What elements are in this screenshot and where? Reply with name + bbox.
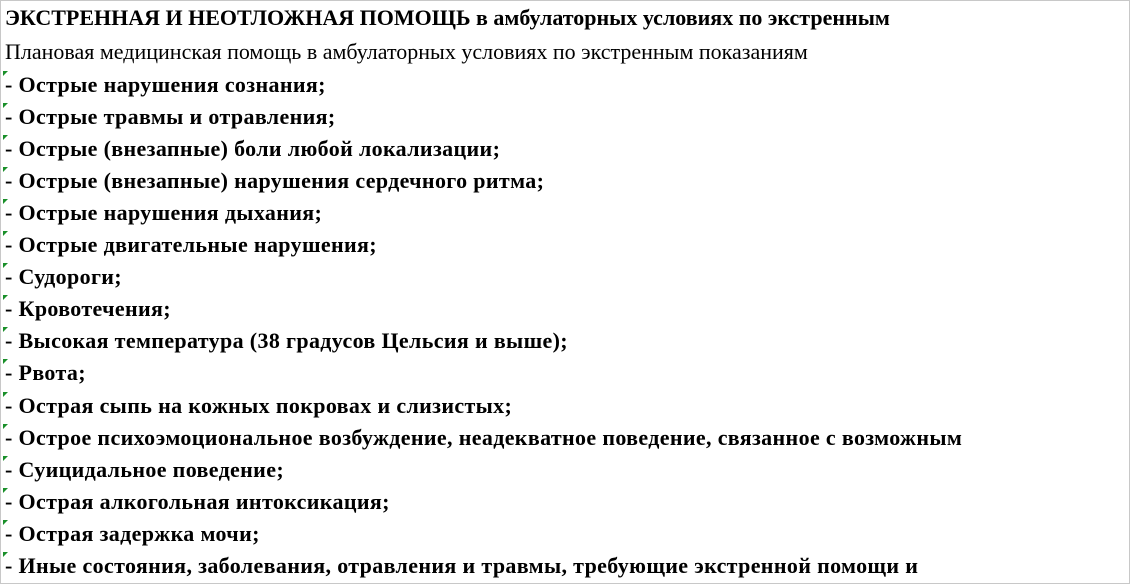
cell-comment-marker-icon bbox=[3, 295, 8, 300]
cell-comment-marker-icon bbox=[3, 263, 8, 268]
list-item[interactable]: - Острые нарушения дыхания; bbox=[5, 200, 323, 225]
list-item[interactable]: - Острая алкогольная интоксикация; bbox=[5, 489, 390, 514]
list-item[interactable]: - Острые нарушения сознания; bbox=[5, 72, 326, 97]
cell-comment-marker-icon bbox=[3, 327, 8, 332]
list-item[interactable]: - Судороги; bbox=[5, 264, 122, 289]
list-item[interactable]: - Острые травмы и отравления; bbox=[5, 104, 336, 129]
document-subtitle[interactable]: Плановая медицинская помощь в амбулаторных условиях по экстренным показаниям bbox=[5, 39, 808, 64]
document-title[interactable]: ЭКСТРЕННАЯ И НЕОТЛОЖНАЯ ПОМОЩЬ в амбулаторных условиях по экстренным bbox=[5, 5, 890, 30]
list-item[interactable]: - Суицидальное поведение; bbox=[5, 457, 285, 482]
cell-comment-marker-icon bbox=[3, 359, 8, 364]
cell-comment-marker-icon bbox=[3, 167, 8, 172]
cell-comment-marker-icon bbox=[3, 71, 8, 76]
cell-comment-marker-icon bbox=[3, 552, 8, 557]
cell-comment-marker-icon bbox=[3, 488, 8, 493]
list-item[interactable]: - Острая сыпь на кожных покровах и слизистых; bbox=[5, 393, 513, 418]
list-item[interactable]: - Острое психоэмоциональное возбуждение, неадекватное поведение, связанное с возможным bbox=[5, 425, 963, 450]
cell-comment-marker-icon bbox=[3, 456, 8, 461]
list-item[interactable]: - Острые (внезапные) боли любой локализации; bbox=[5, 136, 501, 161]
list-item[interactable]: - Высокая температура (38 градусов Цельсия и выше); bbox=[5, 328, 568, 353]
cell-comment-marker-icon bbox=[3, 231, 8, 236]
list-item[interactable]: - Рвота; bbox=[5, 360, 86, 385]
list-item[interactable]: - Острая задержка мочи; bbox=[5, 521, 260, 546]
cell-comment-marker-icon bbox=[3, 392, 8, 397]
list-item[interactable]: - Острые двигательные нарушения; bbox=[5, 232, 377, 257]
cell-comment-marker-icon bbox=[3, 103, 8, 108]
cell-comment-marker-icon bbox=[3, 135, 8, 140]
cell-comment-marker-icon bbox=[3, 199, 8, 204]
list-item[interactable]: - Иные состояния, заболевания, отравления и травмы, требующие экстренной помощи и bbox=[5, 553, 919, 578]
list-item[interactable]: - Острые (внезапные) нарушения сердечного ритма; bbox=[5, 168, 545, 193]
list-item[interactable]: - Кровотечения; bbox=[5, 296, 171, 321]
cell-comment-marker-icon bbox=[3, 424, 8, 429]
cell-comment-marker-icon bbox=[3, 520, 8, 525]
